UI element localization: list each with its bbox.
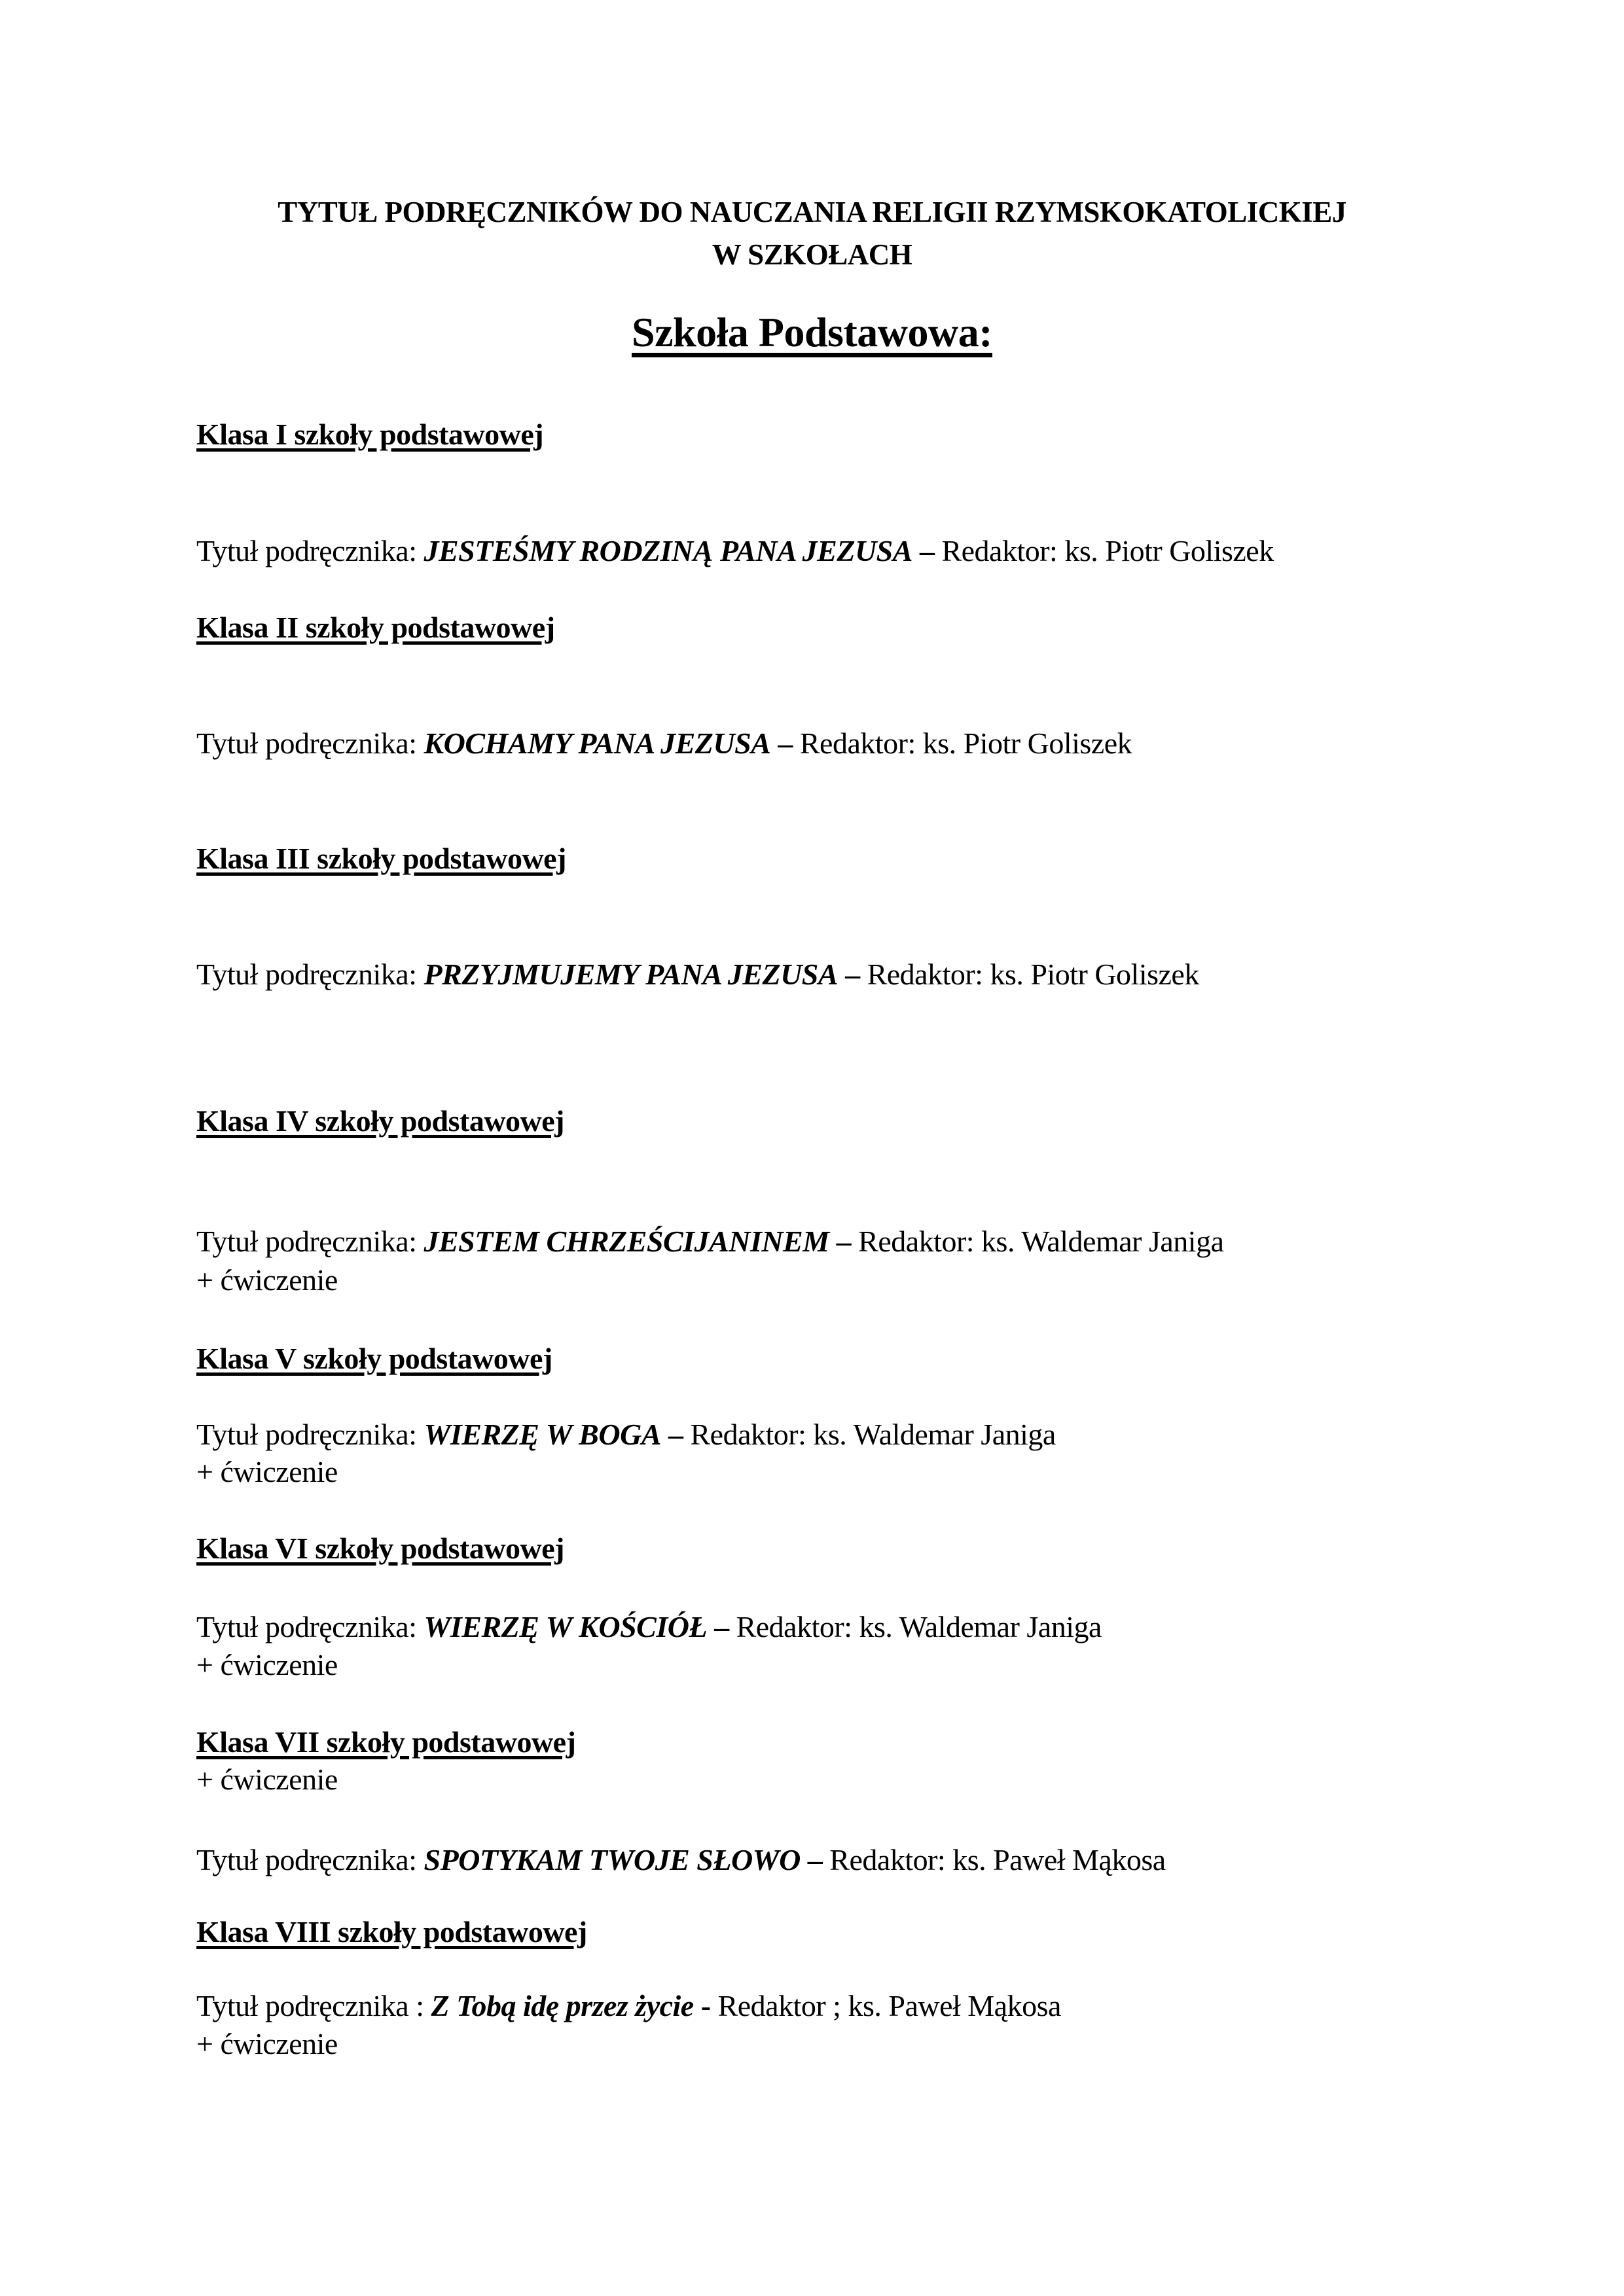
textbook-editor: Redaktor: ks. Waldemar Janiga (858, 1225, 1224, 1258)
textbook-label: Tytuł podręcznika : (196, 1989, 424, 2022)
school-heading-text: Szkoła Podstawowa: (631, 309, 993, 355)
textbook-title: WIERZĘ W KOŚCIÓŁ (424, 1610, 708, 1643)
textbook-label: Tytuł podręcznika: (196, 958, 417, 991)
textbook-line-6 (196, 1609, 1102, 1644)
textbook-title: PRZYJMUJEMY PANA JEZUSA (424, 958, 839, 991)
dash-separator: – (714, 1610, 729, 1643)
textbook-line-7 (196, 1842, 1166, 1877)
school-heading (0, 308, 1624, 357)
class-heading-1: Klasa I szkoły podstawowej (196, 418, 544, 451)
textbook-editor: Redaktor: ks. Piotr Goliszek (867, 958, 1199, 991)
dash-separator: - (700, 1989, 711, 2022)
textbook-label: Tytuł podręcznika: (196, 1418, 417, 1451)
exercise-note-6: + ćwiczenie (196, 1648, 338, 1681)
dash-separator: – (919, 534, 935, 567)
textbook-editor: Redaktor: ks. Waldemar Janiga (690, 1418, 1056, 1451)
class-heading-5: Klasa V szkoły podstawowej (196, 1342, 552, 1375)
dash-separator: – (778, 726, 793, 760)
textbook-editor: Redaktor ; ks. Paweł Mąkosa (717, 1989, 1061, 2022)
textbook-label: Tytuł podręcznika: (196, 534, 417, 567)
textbook-title: WIERZĘ W BOGA (424, 1418, 661, 1451)
exercise-note-4: + ćwiczenie (196, 1263, 338, 1297)
textbook-title: JESTEM CHRZEŚCIJANINEM (424, 1225, 829, 1258)
document-title-line2: W SZKOŁACH (712, 238, 912, 272)
textbook-line-4 (196, 1224, 1224, 1259)
textbook-title: JESTEŚMY RODZINĄ PANA JEZUSA (424, 534, 912, 567)
textbook-editor: Redaktor: ks. Piotr Goliszek (799, 726, 1132, 760)
class-heading-3: Klasa III szkoły podstawowej (196, 842, 566, 875)
textbook-line-3 (196, 957, 1199, 992)
class-heading-4: Klasa IV szkoły podstawowej (196, 1104, 564, 1138)
class-heading-2: Klasa II szkoły podstawowej (196, 611, 555, 644)
exercise-note-7: + ćwiczenie (196, 1763, 338, 1796)
textbook-line-5 (196, 1417, 1056, 1452)
exercise-note-5: + ćwiczenie (196, 1455, 338, 1488)
class-heading-8: Klasa VIII szkoły podstawowej (196, 1915, 587, 1948)
dash-separator: – (668, 1418, 683, 1451)
document-title (0, 191, 1624, 277)
textbook-label: Tytuł podręcznika: (196, 1225, 417, 1258)
dash-separator: – (836, 1225, 852, 1258)
class-heading-7: Klasa VII szkoły podstawowej (196, 1725, 576, 1759)
textbook-label: Tytuł podręcznika: (196, 1610, 417, 1643)
textbook-line-1 (196, 533, 1274, 568)
textbook-title: Z Tobą idę przez życie (431, 1989, 694, 2022)
class-heading-6: Klasa VI szkoły podstawowej (196, 1532, 564, 1565)
dash-separator: – (845, 958, 860, 991)
dash-separator: – (807, 1843, 823, 1876)
textbook-editor: Redaktor: ks. Paweł Mąkosa (829, 1843, 1166, 1876)
exercise-note-8: + ćwiczenie (196, 2027, 338, 2060)
textbook-label: Tytuł podręcznika: (196, 726, 417, 760)
textbook-line-2 (196, 726, 1132, 761)
textbook-label: Tytuł podręcznika: (196, 1843, 417, 1876)
document-title-line1: TYTUŁ PODRĘCZNIKÓW DO NAUCZANIA RELIGII RZYMSKOKATOLICKIEJ (278, 196, 1346, 228)
textbook-editor: Redaktor: ks. Waldemar Janiga (736, 1610, 1102, 1643)
textbook-title: KOCHAMY PANA JEZUSA (424, 726, 771, 760)
textbook-title: SPOTYKAM TWOJE SŁOWO (424, 1843, 801, 1876)
textbook-line-8 (196, 1988, 1061, 2023)
textbook-editor: Redaktor: ks. Piotr Goliszek (941, 534, 1274, 567)
